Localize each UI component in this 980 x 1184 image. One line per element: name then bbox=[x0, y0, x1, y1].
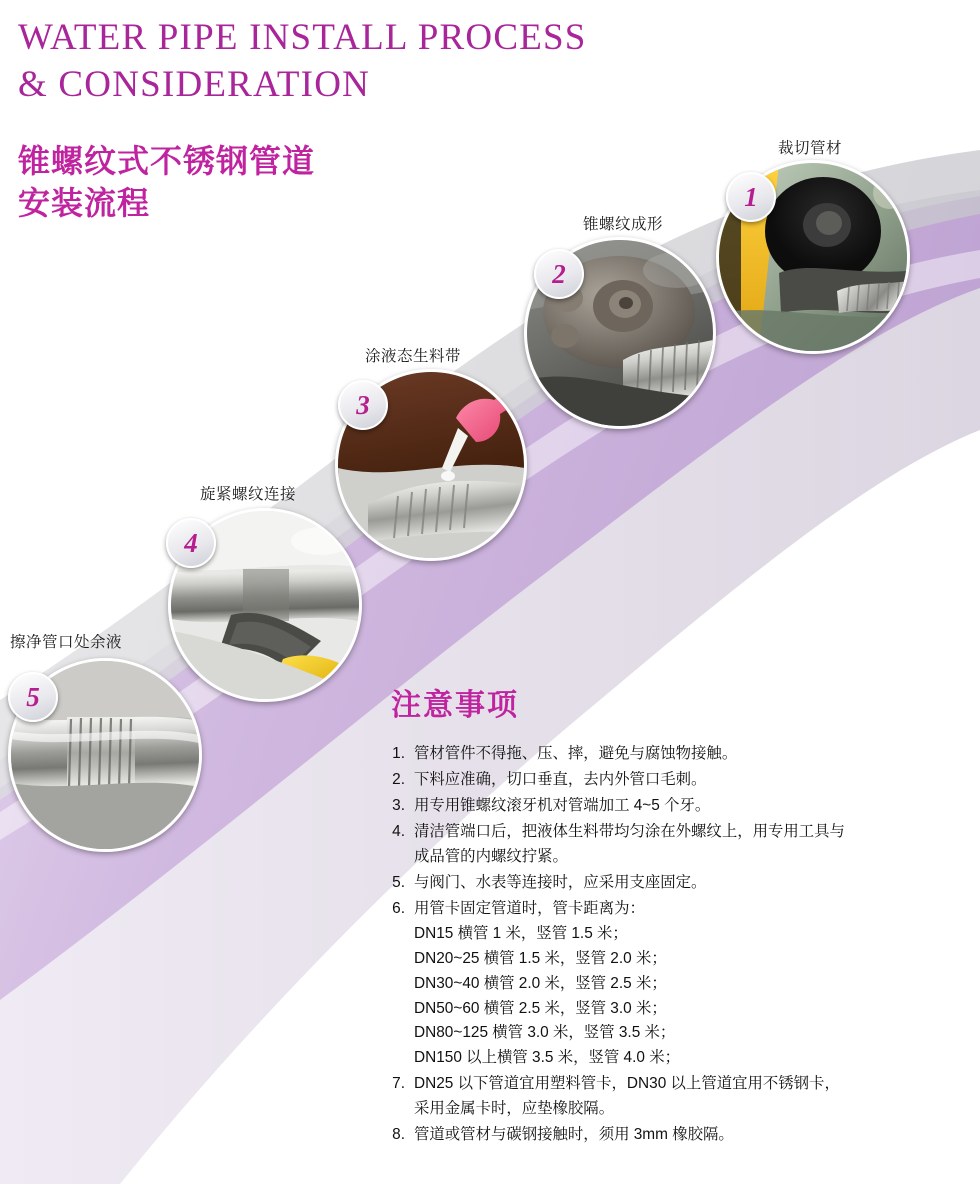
note-item bbox=[378, 1072, 968, 1122]
note-item bbox=[378, 871, 968, 896]
note-text bbox=[414, 871, 968, 896]
note-number: 7. bbox=[392, 1075, 405, 1093]
note-line: DN20~25 横管 1.5 米，竖管 2.0 米； bbox=[414, 949, 667, 967]
title-english-line2: & CONSIDERATION bbox=[18, 64, 371, 106]
note-line: DN25 以下管道宜用塑料管卡，DN30 以上管道宜用不锈钢卡， bbox=[414, 1075, 840, 1093]
note-item bbox=[378, 897, 968, 1072]
note-line: 与阀门、水表等连接时，应采用支座固定。 bbox=[414, 873, 707, 891]
note-line: DN80~125 横管 3.0 米，竖管 3.5 米； bbox=[414, 1024, 676, 1042]
note-line: DN15 横管 1 米，竖管 1.5 米； bbox=[414, 924, 628, 942]
note-line: 用专用锥螺纹滚牙机对管端加工 4~5 个牙。 bbox=[414, 796, 711, 814]
note-line: 成品管的内螺纹拧紧。 bbox=[414, 847, 568, 865]
step-4-caption: 旋紧螺纹连接 bbox=[200, 486, 297, 503]
note-number: 1. bbox=[392, 745, 405, 762]
note-line: 管材管件不得拖、压、摔，避免与腐蚀物接触。 bbox=[414, 745, 738, 762]
note-text bbox=[414, 1123, 968, 1148]
note-item bbox=[378, 820, 968, 870]
note-number: 4. bbox=[392, 822, 405, 840]
title-english-line1: WATER PIPE INSTALL PROCESS bbox=[18, 17, 587, 58]
note-number: 5. bbox=[392, 873, 405, 891]
note-number: 6. bbox=[392, 899, 405, 917]
step-4-badge: 4 bbox=[166, 518, 216, 568]
step-3-caption: 涂液态生料带 bbox=[365, 348, 462, 365]
note-text bbox=[414, 768, 968, 793]
page-title-english bbox=[18, 14, 778, 109]
step-1-caption: 裁切管材 bbox=[778, 140, 843, 157]
title-chinese-line2: 安装流程 bbox=[18, 185, 151, 222]
note-line: DN150 以上横管 3.5 米，竖管 4.0 米； bbox=[414, 1049, 680, 1067]
notes-list bbox=[378, 742, 968, 1149]
note-line: 管道或管材与碳钢接触时，须用 3mm 橡胶隔。 bbox=[414, 1126, 734, 1144]
note-line: 清洁管端口后，把液体生料带均匀涂在外螺纹上，用专用工具与 bbox=[414, 822, 845, 840]
step-2-badge: 2 bbox=[534, 249, 584, 299]
note-number: 8. bbox=[392, 1126, 405, 1144]
note-text bbox=[414, 794, 968, 819]
step-2-caption: 锥螺纹成形 bbox=[583, 216, 664, 233]
note-text bbox=[414, 820, 968, 870]
step-5-badge: 5 bbox=[8, 672, 58, 722]
title-chinese-line1: 锥螺纹式不锈钢管道 bbox=[18, 143, 316, 179]
note-item bbox=[378, 742, 968, 767]
note-item bbox=[378, 794, 968, 819]
note-line: 下料应准确，切口垂直，去内外管口毛刺。 bbox=[414, 770, 707, 788]
step-5-caption: 擦净管口处余液 bbox=[10, 634, 123, 651]
note-line: 采用金属卡时，应垫橡胶隔。 bbox=[414, 1100, 615, 1118]
note-number: 2. bbox=[392, 770, 405, 788]
note-text bbox=[414, 897, 968, 1072]
step-3-badge: 3 bbox=[338, 380, 388, 430]
note-item bbox=[378, 1123, 968, 1148]
note-item bbox=[378, 768, 968, 793]
note-line: 用管卡固定管道时，管卡距离为： bbox=[414, 899, 645, 917]
note-text bbox=[414, 1072, 968, 1122]
note-number: 3. bbox=[392, 796, 405, 814]
note-line: DN50~60 横管 2.5 米，竖管 3.0 米； bbox=[414, 999, 667, 1017]
notes-heading: 注意事项 bbox=[391, 689, 519, 722]
note-text bbox=[414, 742, 968, 767]
note-line: DN30~40 横管 2.0 米，竖管 2.5 米； bbox=[414, 974, 667, 992]
step-1-badge: 1 bbox=[726, 172, 776, 222]
page-title-chinese bbox=[18, 140, 315, 224]
